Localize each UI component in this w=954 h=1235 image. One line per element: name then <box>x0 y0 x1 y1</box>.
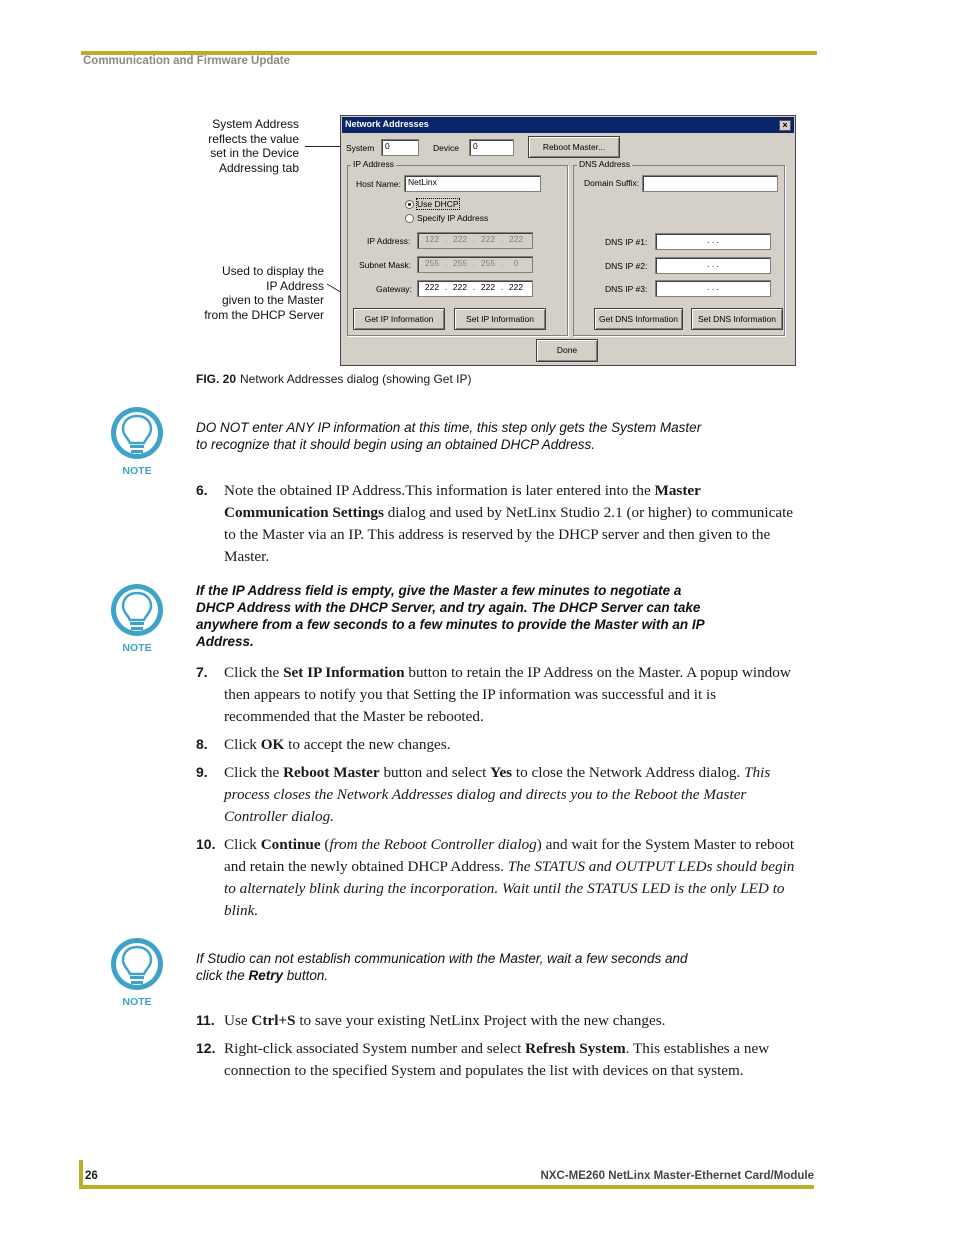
note-icon: NOTE <box>109 406 165 476</box>
figure-caption <box>196 372 471 386</box>
step-10-text: Click Continue (from the Reboot Controller dialog) and wait for the System Master to reboot and retain the newly obtained DHCP Address. The STATUS and OUTPUT LEDs should begin to alternately blink during the incorporation. Wait until the STATUS LED is the only LED to blink. <box>224 836 795 919</box>
note-text-2: If the IP Address field is empty, give the Master a few minutes to negotiate a DHCP Address with the DHCP Server, and try again. The DHCP Server can take anywhere from a few seconds to a few minutes to provide the Master with an IP Address. <box>196 583 705 649</box>
step-7-text: Click the Set IP Information button to retain the IP Address on the Master. A popup window then appears to notify you that Setting the IP information was successful and it is recommended that the Master be rebooted. <box>224 664 791 725</box>
footer-rule <box>81 1185 814 1189</box>
host-name-label: Host Name: <box>356 179 401 189</box>
note-icon: NOTE <box>109 937 165 1007</box>
close-icon[interactable]: × <box>779 120 791 131</box>
step-number: 9. <box>196 764 208 780</box>
done-button[interactable]: Done <box>536 339 598 362</box>
step-number: 7. <box>196 664 208 680</box>
figure-caption-text: Network Addresses dialog (showing Get IP) <box>240 372 472 386</box>
dns-ip-2-label: DNS IP #2: <box>605 261 648 271</box>
figure-label: FIG. 20 <box>196 372 237 386</box>
step-number: 8. <box>196 736 208 752</box>
step-12-text: Right-click associated System number and select Refresh System. This establishes a new connection to the specified System and populates the list with devices on that system. <box>224 1040 770 1079</box>
ip-address-field: 122 . 222 . 222 . 222 <box>417 232 533 249</box>
document-title: NXC-ME260 NetLinx Master-Ethernet Card/Module <box>540 1170 814 1182</box>
callout-ip-display: Used to display the IP Address given to the Master from the DHCP Server <box>204 264 324 322</box>
system-field[interactable]: 0 <box>381 139 419 156</box>
callout-system-address: System Address reflects the value set in the Device Addressing tab <box>208 117 299 175</box>
step-number: 11. <box>196 1012 215 1028</box>
gateway-field[interactable]: 222 . 222 . 222 . 222 <box>417 280 533 297</box>
ip-group-title: IP Address <box>353 159 394 169</box>
network-addresses-dialog <box>340 115 796 366</box>
get-dns-information-button[interactable]: Get DNS Information <box>594 308 683 330</box>
subnet-mask-label: Subnet Mask: <box>359 260 411 270</box>
device-label: Device <box>433 143 459 153</box>
specify-ip-radio[interactable] <box>405 214 414 223</box>
step-number: 6. <box>196 482 208 498</box>
dialog-title: Network Addresses <box>345 119 429 129</box>
set-dns-information-button[interactable]: Set DNS Information <box>691 308 783 330</box>
use-dhcp-radio[interactable] <box>405 200 414 209</box>
step-6-text: Note the obtained IP Address.This information is later entered into the Master Communication Settings dialog and used by NetLinx Studio 2.1 (or higher) to communicate to the Master via an IP. This address is reserved by the DHCP server and then given to the Master. <box>224 482 794 565</box>
ip-address-label: IP Address: <box>367 236 411 246</box>
step-11-text: Use Ctrl+S to save your existing NetLinx Project with the new changes. <box>224 1012 666 1029</box>
step-number: 12. <box>196 1040 216 1056</box>
step-number: 10. <box>196 836 216 852</box>
step-8-text: Click OK to accept the new changes. <box>224 736 451 753</box>
subnet-mask-field: 255 . 255 . 255 . 0 <box>417 256 533 273</box>
reboot-master-button[interactable]: Reboot Master... <box>528 136 620 158</box>
host-name-field[interactable]: NetLinx <box>404 175 541 192</box>
device-field[interactable]: 0 <box>469 139 514 156</box>
note-text-3: If Studio can not establish communication with the Master, wait a few seconds and click the Retry button. <box>196 951 688 983</box>
dns-ip-3-label: DNS IP #3: <box>605 284 648 294</box>
dns-group-title: DNS Address <box>579 159 631 169</box>
dns-ip-1-field[interactable]: . . . <box>655 233 771 250</box>
page-number: 26 <box>85 1170 98 1182</box>
system-label: System <box>346 143 375 153</box>
dialog-titlebar <box>342 117 794 133</box>
gateway-label: Gateway: <box>376 284 412 294</box>
domain-suffix-label: Domain Suffix: <box>584 178 640 188</box>
domain-suffix-field[interactable] <box>642 175 778 192</box>
section-title: Communication and Firmware Update <box>83 55 291 67</box>
set-ip-information-button[interactable]: Set IP Information <box>454 308 546 330</box>
step-9-text: Click the Reboot Master button and select Yes to close the Network Address dialog. This process closes the Network Addresses dialog and directs you to the Reboot the Master Controller dialog. <box>224 764 771 825</box>
dns-ip-3-field[interactable]: . . . <box>655 280 771 297</box>
dns-ip-2-field[interactable]: . . . <box>655 257 771 274</box>
dns-ip-1-label: DNS IP #1: <box>605 237 648 247</box>
note-icon: NOTE <box>109 583 165 653</box>
use-dhcp-label: Use DHCP <box>417 199 459 209</box>
note-text-1: DO NOT enter ANY IP information at this time, this step only gets the System Master to recognize that it should begin using an obtained DHCP Address. <box>196 420 702 452</box>
specify-ip-label: Specify IP Address <box>417 213 489 223</box>
get-ip-information-button[interactable]: Get IP Information <box>353 308 445 330</box>
